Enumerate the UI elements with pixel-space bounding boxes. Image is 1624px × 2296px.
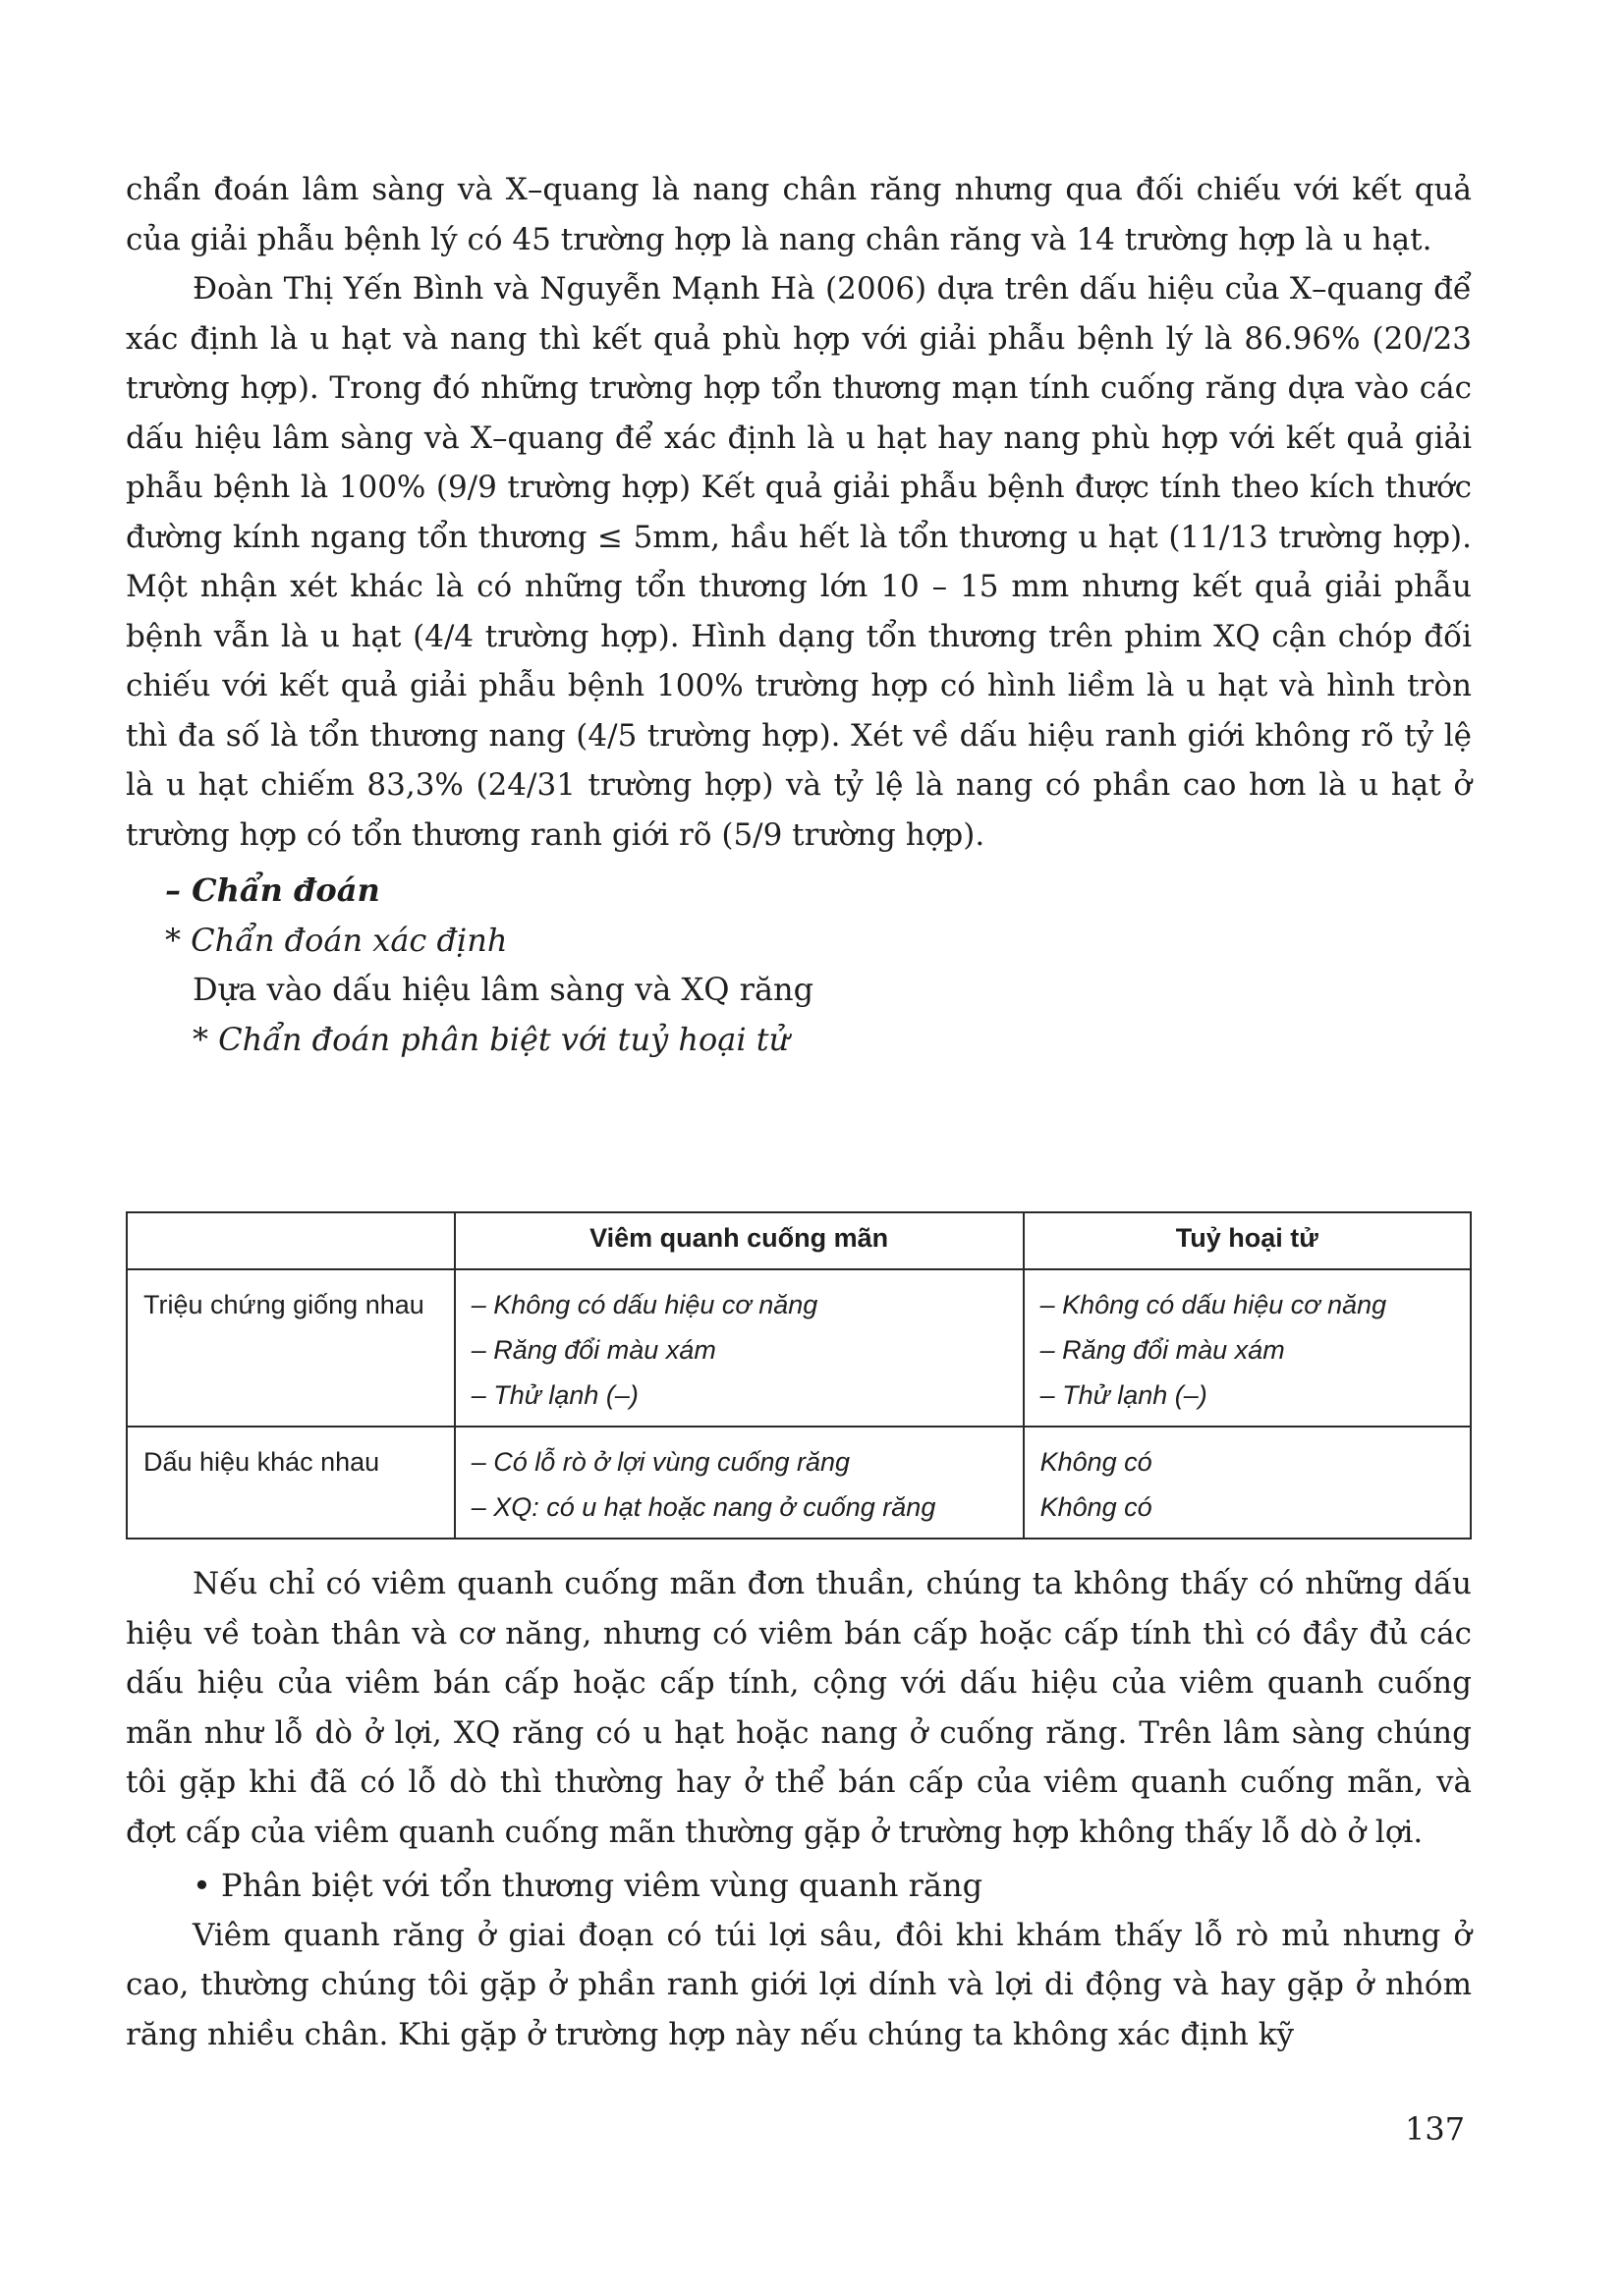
table-cell	[1024, 1427, 1471, 1539]
table-cell	[455, 1269, 1024, 1427]
table-row	[127, 1269, 1471, 1427]
bullet-heading: • Phân biệt với tổn thương viêm vùng quanh răng	[193, 1867, 983, 1904]
comparison-table-wrap	[126, 1211, 1472, 1540]
cell-line: – Không có dấu hiệu cơ năng	[471, 1290, 818, 1319]
cell-line: – XQ: có u hạt hoặc nang ở cuống răng	[471, 1492, 936, 1522]
study-paragraph: Đoàn Thị Yến Bình và Nguyễn Mạnh Hà (2006) dựa trên dấu hiệu của X–quang để xác định là u hạt và nang thì kết quả phù hợp với giải phẫu bệnh lý là 86.96% (20/23 trường hợp). Trong đó những trường hợp tổn thương mạn tính cuống răng dựa vào các dấu hiệu lâm sàng và X–quang để xác định là u hạt hay nang phù hợp với kết quả giải phẫu bệnh là 100% (9/9 trường hợp) Kết quả giải phẫu bệnh được tính theo kích thước đường kính ngang tổn thương ≤ 5mm, hầu hết là tổn thương u hạt (11/13 trường hợp). Một nhận xét khác là có những tổn thương lớn 10 – 15 mm nhưng kết quả giải phẫu bệnh vẫn là u hạt (4/4 trường hợp). Hình dạng tổn thương trên phim XQ cận chóp đối chiếu với kết quả giải phẫu bệnh 100% trường hợp có hình liềm là u hạt và hình tròn thì đa số là tổn thương nang (4/5 trường hợp). Xét về dấu hiệu ranh giới không rõ tỷ lệ là u hạt chiếm 83,3% (24/31 trường hợp) và tỷ lệ là nang có phần cao hơn là u hạt ở trường hợp có tổn thương ranh giới rõ (5/9 trường hợp).	[126, 271, 1472, 853]
after-table-paragraph: Nếu chỉ có viêm quanh cuống mãn đơn thuần, chúng ta không thấy có những dấu hiệu về toàn thân và cơ năng, nhưng có viêm bán cấp hoặc cấp tính thì có đầy đủ các dấu hiệu của viêm bán cấp hoặc cấp tính, cộng với dấu hiệu của viêm quanh cuống mãn như lỗ dò ở lợi, XQ răng có u hạt hoặc nang ở cuống răng. Trên lâm sàng chúng tôi gặp khi đã có lỗ dò thì thường hay ở thể bán cấp của viêm quanh cuống mãn, và đợt cấp của viêm quanh cuống mãn thường gặp ở trường hợp không thấy lỗ dò ở lợi.	[126, 1566, 1472, 1850]
row-label-different-signs: Dấu hiệu khác nhau	[127, 1427, 455, 1539]
definitive-diagnosis-heading: * Chẩn đoán xác định	[165, 921, 508, 959]
table-row	[127, 1427, 1471, 1539]
cell-line: – Không có dấu hiệu cơ năng	[1039, 1290, 1387, 1319]
table-header-chronic-periapical: Viêm quanh cuống mãn	[455, 1212, 1024, 1269]
comparison-table	[126, 1211, 1472, 1540]
differential-diagnosis-heading: * Chẩn đoán phân biệt với tuỷ hoại tử	[193, 1020, 790, 1058]
cell-line: – Răng đổi màu xám	[471, 1335, 716, 1365]
intro-paragraph: chẩn đoán lâm sàng và X–quang là nang chân răng nhưng qua đối chiếu với kết quả của giải phẫu bệnh lý có 45 trường hợp là nang chân răng và 14 trường hợp là u hạt.	[126, 172, 1472, 257]
cell-line: – Răng đổi màu xám	[1039, 1335, 1285, 1365]
bottom-text-block	[126, 1559, 1472, 2059]
row-label-similar-symptoms: Triệu chứng giống nhau	[127, 1269, 455, 1427]
cell-line: Không có	[1039, 1447, 1152, 1477]
cell-line: – Thử lạnh (–)	[471, 1380, 639, 1410]
table-cell	[455, 1427, 1024, 1539]
cell-line: – Có lỗ rò ở lợi vùng cuống răng	[471, 1447, 851, 1477]
definitive-diagnosis-text: Dựa vào dấu hiệu lâm sàng và XQ răng	[193, 971, 814, 1008]
page-number: 137	[1405, 2110, 1466, 2148]
table-cell	[1024, 1269, 1471, 1427]
cell-line: – Thử lạnh (–)	[1039, 1380, 1207, 1410]
diagnosis-heading: – Chẩn đoán	[165, 871, 380, 909]
table-header-row	[127, 1212, 1471, 1269]
final-paragraph: Viêm quanh răng ở giai đoạn có túi lợi sâu, đôi khi khám thấy lỗ rò mủ nhưng ở cao, thường chúng tôi gặp ở phần ranh giới lợi dính và lợi di động và hay gặp ở nhóm răng nhiều chân. Khi gặp ở trường hợp này nếu chúng ta không xác định kỹ	[126, 1917, 1472, 2052]
table-header-pulp-necrosis: Tuỷ hoại tử	[1024, 1212, 1471, 1269]
top-text-block	[126, 165, 1472, 1064]
table-header-empty	[127, 1212, 455, 1269]
cell-line: Không có	[1039, 1492, 1152, 1522]
